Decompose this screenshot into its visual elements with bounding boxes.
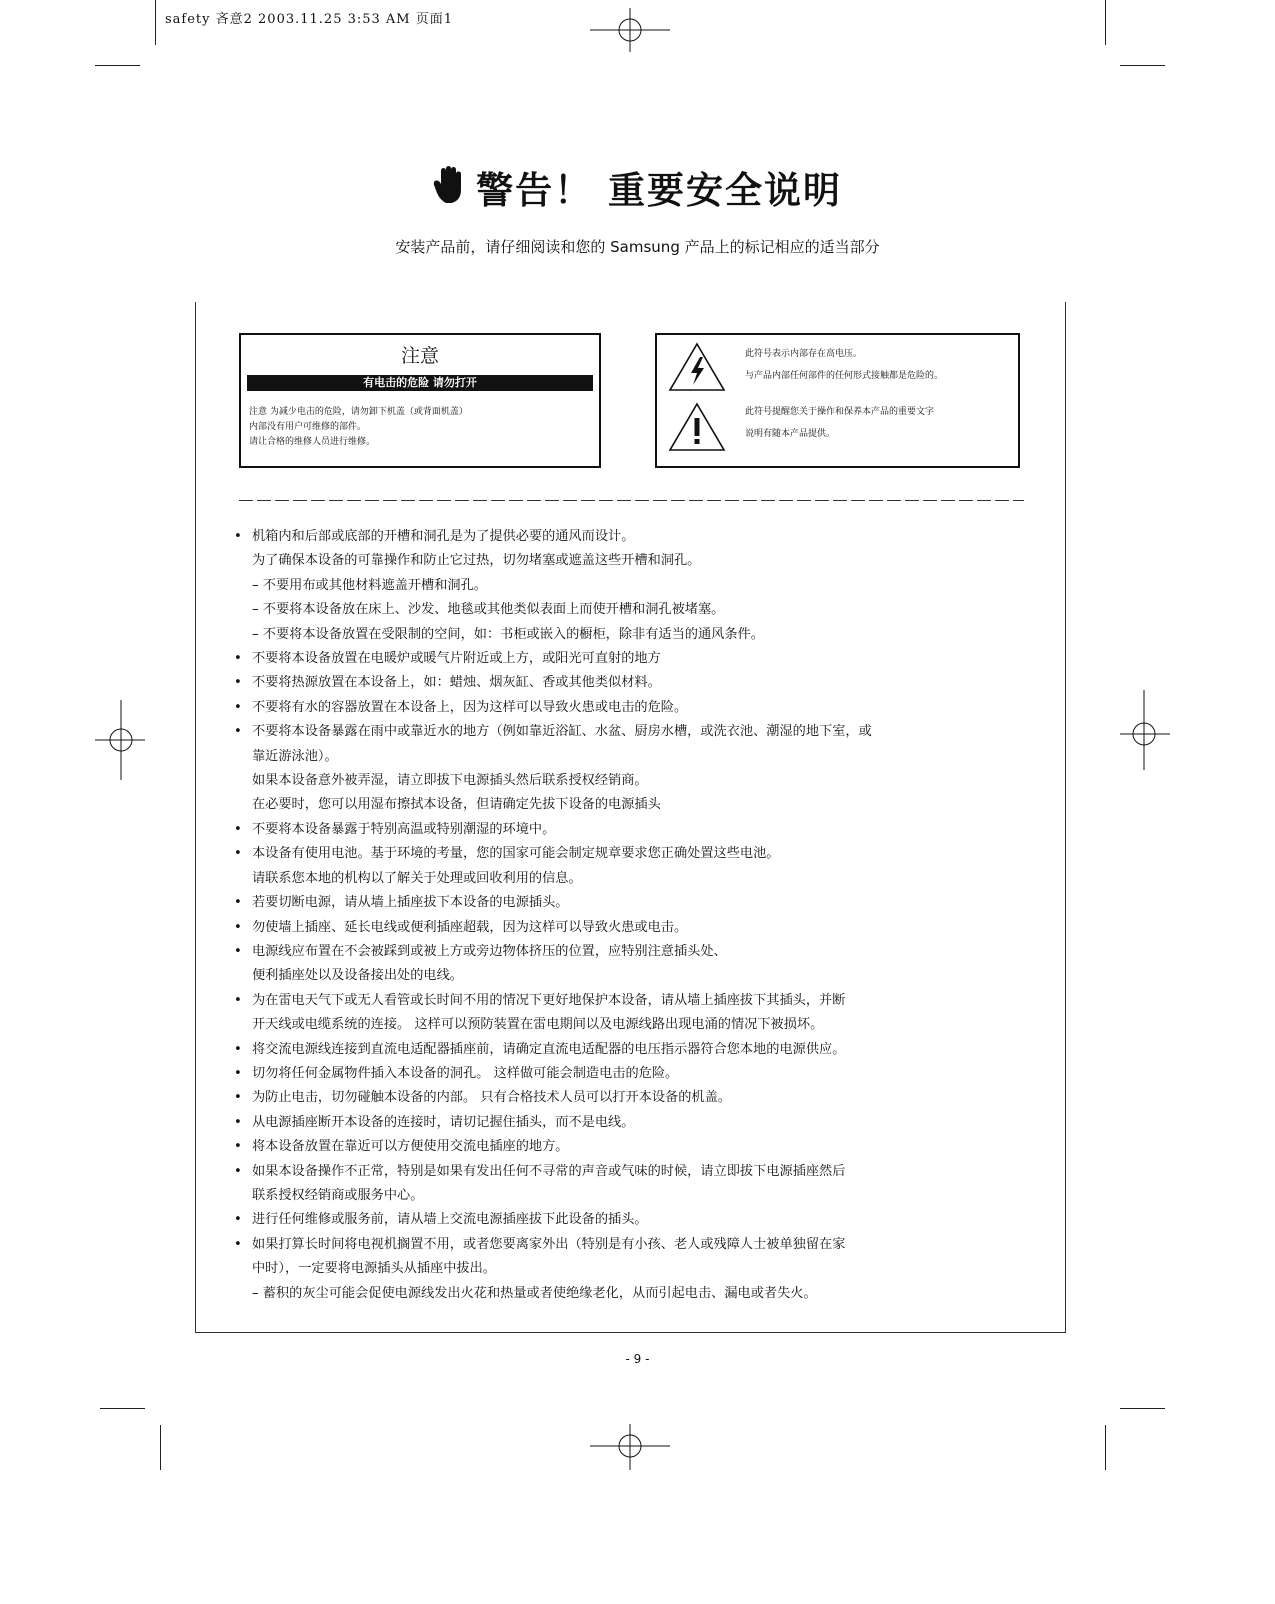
crop-mark	[160, 1425, 161, 1470]
instruction-line: – 蓄积的灰尘可能会促使电源线发出火花和热量或者使绝缘老化，从而引起电击、漏电或者失火。	[252, 1285, 817, 1301]
registration-mark-icon	[95, 700, 145, 780]
instruction-bullet: • 不要将本设备放置在电暖炉或暖气片附近或上方，或阳光可直射的地方	[232, 647, 1022, 671]
instruction-line: 为了确保本设备的可靠操作和防止它过热，切勿堵塞或遮盖这些开槽和洞孔。	[252, 553, 701, 569]
instruction-bullet: • 不要将本设备暴露在雨中或靠近水的地方（例如靠近浴缸、水盆、厨房水槽，或洗衣池、潮湿的地下室，或	[232, 720, 1022, 744]
registration-mark-icon	[590, 8, 670, 58]
instruction-bullet: • 如果本设备操作不正常，特别是如果有发出任何不寻常的声音或气味的时候，请立即拔下电源插座然后	[232, 1160, 1022, 1184]
instruction-bullet: • 电源线应布置在不会被踩到或被上方或旁边物体挤压的位置，应特别注意插头处、	[232, 940, 1022, 964]
instruction-bullet: • 切勿将任何金属物件插入本设备的洞孔。 这样做可能会制造电击的危险。	[232, 1062, 1022, 1086]
symbol-description	[745, 343, 943, 387]
registration-mark-icon	[590, 1422, 670, 1472]
crop-mark	[100, 1408, 145, 1409]
symbol-line: 说明有随本产品提供。	[745, 429, 836, 439]
crop-mark	[95, 65, 140, 66]
instruction-bullet: • 不要将有水的容器放置在本设备上，因为这样可以导致火患或电击的危险。	[232, 696, 1022, 720]
page-number: - 9 -	[625, 1352, 650, 1366]
instruction-bullet: • 为防止电击，切勿碰触本设备的内部。 只有合格技术人员可以打开本设备的机盖。	[232, 1086, 1022, 1110]
instruction-line: – 不要将本设备放在床上、沙发、地毯或其他类似表面上而使开槽和洞孔被堵塞。	[252, 602, 725, 618]
print-header: safety 吝意2 2003.11.25 3:53 AM 页面1	[165, 12, 454, 27]
caution-label	[239, 333, 601, 468]
instruction-bullet: • 不要将热源放置在本设备上，如：蜡烛、烟灰缸、香或其他类似材料。	[232, 671, 1022, 695]
page-subtitle: 安装产品前，请仔细阅读和您的 Samsung 产品上的标记相应的适当部分	[395, 238, 880, 256]
symbols-legend	[655, 333, 1020, 468]
content-frame-right	[1065, 302, 1066, 1332]
instruction-bullet: • 如果打算长时间将电视机搁置不用，或者您要离家外出（特别是有小孩、老人或残障人士被单独留在家	[232, 1233, 1022, 1257]
caution-line: 内部没有用户可维修的部件。	[249, 422, 367, 432]
caution-body	[249, 405, 468, 450]
hand-stop-icon	[433, 166, 463, 208]
symbol-line: 与产品内部任何部件的任何形式接触都是危险的。	[745, 371, 944, 381]
instruction-line: 请联系您本地的机构以了解关于处理或回收利用的信息。	[252, 870, 582, 886]
content-frame-bottom	[195, 1332, 1066, 1333]
caution-title: 注意	[400, 345, 439, 367]
instruction-bullet: • 进行任何维修或服务前，请从墙上交流电源插座拔下此设备的插头。	[232, 1208, 1022, 1232]
instruction-bullet: • 勿使墙上插座、延长电线或便利插座超载，因为这样可以导致火患或电击。	[232, 916, 1022, 940]
safety-instructions	[232, 525, 1022, 1306]
instruction-line: 联系授权经销商或服务中心。	[252, 1187, 424, 1203]
page-title	[0, 160, 1275, 214]
content-frame-left	[195, 302, 196, 1332]
symbol-description	[745, 401, 934, 445]
instruction-bullet: • 从电源插座断开本设备的连接时，请切记握住插头，而不是电线。	[232, 1111, 1022, 1135]
instruction-bullet: • 将交流电源线连接到直流电适配器插座前，请确定直流电适配器的电压指示器符合您本地的电源供应。	[232, 1038, 1022, 1062]
registration-mark-icon	[1120, 690, 1170, 770]
crop-mark	[1105, 1425, 1106, 1470]
instruction-line: 靠近游泳池）。	[252, 748, 338, 764]
instruction-bullet: • 机箱内和后部或底部的开槽和洞孔是为了提供必要的通风而设计。	[232, 525, 1022, 549]
instruction-line: 中时），一定要将电源插头从插座中拔出。	[252, 1261, 496, 1277]
crop-mark	[1105, 0, 1106, 45]
caution-line: 注意 为减少电击的危险，请勿卸下机盖（或背面机盖）	[249, 407, 468, 417]
page-title-text: 警告！ 重要安全说明	[476, 169, 842, 212]
instruction-bullet: • 为在雷电天气下或无人看管或长时间不用的情况下更好地保护本设备，请从墙上插座拔下其插头，并断	[232, 989, 1022, 1013]
instruction-line: – 不要将本设备放置在受限制的空间，如：书柜或嵌入的橱柜，除非有适当的通风条件。	[252, 626, 764, 642]
caution-warning-bar: 有电击的危险 请勿打开	[247, 375, 593, 391]
instruction-line: 如果本设备意外被弄湿，请立即拔下电源插头然后联系授权经销商。	[252, 773, 648, 789]
instruction-bullet: • 本设备有使用电池。基于环境的考量，您的国家可能会制定规章要求您正确处置这些电池。	[232, 842, 1022, 866]
symbol-line: 此符号表示内部存在高电压。	[745, 349, 863, 359]
instruction-bullet: • 若要切断电源，请从墙上插座拔下本设备的电源插头。	[232, 891, 1022, 915]
instruction-line: – 不要用布或其他材料遮盖开槽和洞孔。	[252, 577, 487, 593]
lightning-triangle-icon	[667, 341, 727, 393]
section-divider	[239, 500, 1024, 501]
crop-mark	[155, 0, 156, 45]
exclamation-triangle-icon	[667, 401, 727, 453]
crop-mark	[1120, 65, 1165, 66]
caution-line: 请让合格的维修人员进行维修。	[249, 437, 376, 447]
instruction-line: 在必要时，您可以用湿布擦拭本设备，但请确定先拔下设备的电源插头	[252, 797, 661, 813]
instruction-bullet: • 不要将本设备暴露于特别高温或特别潮湿的环境中。	[232, 818, 1022, 842]
crop-mark	[1120, 1408, 1165, 1409]
symbol-line: 此符号提醒您关于操作和保养本产品的重要文字	[745, 407, 935, 417]
instruction-line: 便利插座处以及设备接出处的电线。	[252, 968, 463, 984]
instruction-line: 开天线或电缆系统的连接。 这样可以预防装置在雷电期间以及电源线路出现电涌的情况下被损坏。	[252, 1017, 824, 1033]
instruction-bullet: • 将本设备放置在靠近可以方便使用交流电插座的地方。	[232, 1135, 1022, 1159]
